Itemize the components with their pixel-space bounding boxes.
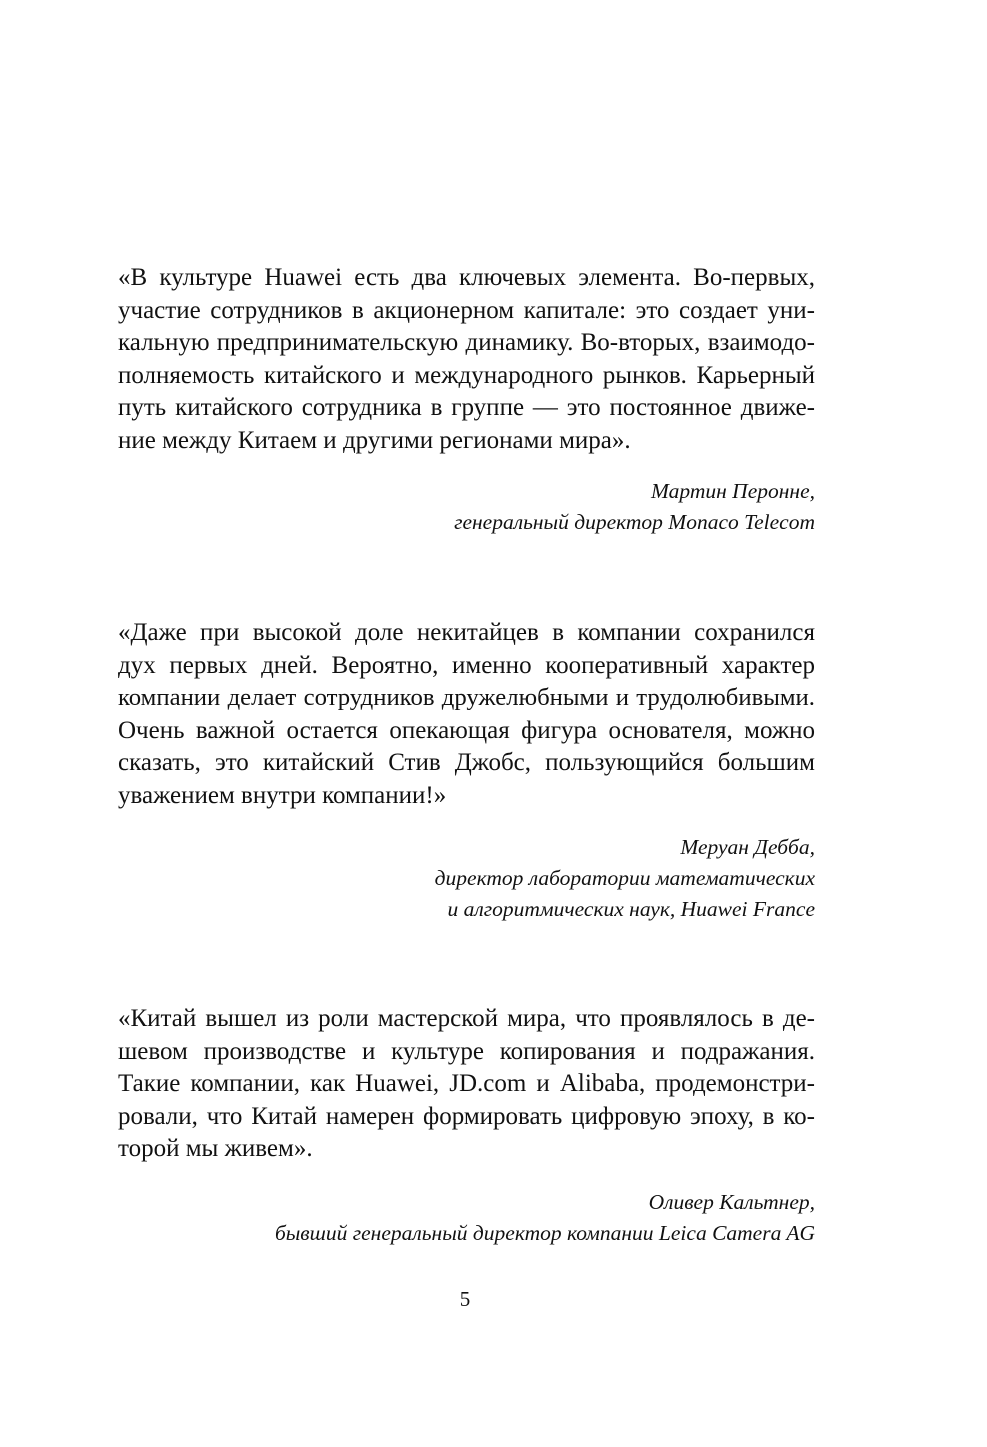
quote-line: «В культуре Huawei есть два ключевых элемента. Во-первых, bbox=[118, 264, 815, 291]
quote-line: путь китайского сотрудника в группе — это постоянное движе- bbox=[118, 394, 815, 422]
quote-line: полняемость китайского и международного рынков. Карьерный bbox=[118, 361, 815, 389]
quote-3 bbox=[118, 1003, 815, 1166]
attribution-name: Оливер Кальтнер, bbox=[648, 1190, 815, 1214]
attribution-3 bbox=[275, 1187, 815, 1249]
quote-line: ровали, что Китай намерен формировать цифровую эпоху, в ко- bbox=[118, 1102, 815, 1130]
attribution-title: бывший генеральный директор компании Leica Camera AG bbox=[274, 1221, 815, 1245]
quote-line: «Даже при высокой доле некитайцев в компании сохранился bbox=[118, 619, 815, 646]
quote-line: дух первых дней. Вероятно, именно кооперативный характер bbox=[118, 651, 815, 679]
quote-line: уважением внутри компании!» bbox=[118, 781, 447, 809]
attribution-title: директор лаборатории математических bbox=[434, 866, 815, 890]
quote-line: Такие компании, как Huawei, JD.com и Alibaba, продемонстри- bbox=[118, 1070, 815, 1098]
quote-line: сказать, это китайский Стив Джобс, пользующийся большим bbox=[118, 749, 815, 777]
quote-line: кальную предпринимательскую динамику. Во-вторых, взаимодо- bbox=[118, 329, 815, 357]
quote-line: участие сотрудников в акционерном капитале: это создает уни- bbox=[118, 296, 815, 324]
quote-1 bbox=[118, 262, 815, 458]
quote-line: компании делает сотрудников дружелюбными и трудолюбивыми. bbox=[118, 684, 815, 712]
quote-2 bbox=[118, 617, 815, 813]
quote-line: шевом производстве и культуре копирования и подражания. bbox=[118, 1037, 815, 1065]
quote-line: «Китай вышел из роли мастерской мира, что проявлялось в де- bbox=[118, 1005, 815, 1032]
page-number: 5 bbox=[459, 1287, 471, 1311]
quote-line: торой мы живем». bbox=[118, 1135, 313, 1163]
quote-line: Очень важной остается опекающая фигура основателя, можно bbox=[118, 716, 815, 744]
attribution-1 bbox=[454, 476, 815, 538]
attribution-name: Меруан Дебба, bbox=[680, 835, 815, 859]
attribution-2 bbox=[435, 832, 815, 925]
attribution-title: и алгоритмических наук, Huawei France bbox=[447, 897, 815, 921]
quote-line: ние между Китаем и другими регионами мира». bbox=[118, 426, 631, 454]
attribution-name: Мартин Перонне, bbox=[651, 479, 815, 503]
attribution-title: генеральный директор Monaco Telecom bbox=[454, 510, 815, 534]
